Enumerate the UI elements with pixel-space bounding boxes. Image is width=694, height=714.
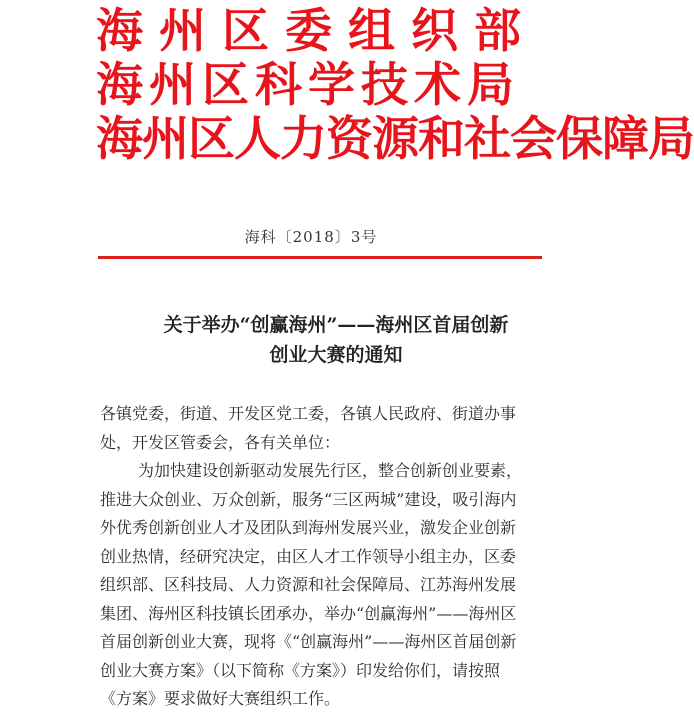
document-number: 海科〔2018〕3号 xyxy=(244,228,378,246)
addressee-line: 各镇党委，街道、开发区党工委，各镇人民政府、街道办事 xyxy=(100,404,517,423)
paragraph-line: 集团、海州区科技镇长团承办，举办“创赢海州”——海州区 xyxy=(100,603,517,623)
document-title xyxy=(96,310,576,370)
issuer-header xyxy=(96,4,694,168)
title-line-2: 创业大赛的通知 xyxy=(269,344,403,366)
paragraph-line: 《方案》要求做好大赛组织工作。 xyxy=(100,689,341,708)
paragraph-line: 首届创新创业大赛，现将《“创赢海州”——海州区首届创新 xyxy=(100,632,517,651)
issuer-human-resources-bureau: 海州区人力资源和社会保障局 xyxy=(96,112,694,167)
paragraph-line: 创业热情，经研究决定，由区人才工作领导小组主办，区委 xyxy=(100,546,517,566)
addressee-line: 处，开发区管委会，各有关单位： xyxy=(100,432,341,452)
paragraph-line: 组织部、区科技局、人力资源和社会保障局、江苏海州发展 xyxy=(100,575,517,594)
paragraph-line: 创业大赛方案》（以下简称《方案》）印发给你们，请按照 xyxy=(100,660,501,680)
paragraph-line: 为加快建设创新驱动发展先行区，整合创新创业要素， xyxy=(138,461,523,480)
issuer-science-technology-bureau: 海州区科学技术局 xyxy=(96,58,520,113)
paragraph-line: 外优秀创新创业人才及团队到海州发展兴业，激发企业创新 xyxy=(100,518,517,537)
document-body xyxy=(100,400,560,714)
issuer-organization-department: 海州区委组织部 xyxy=(96,4,537,59)
paragraph-line: 推进大众创业、万众创新，服务“三区两城”建设，吸引海内 xyxy=(100,489,517,509)
title-line-1: 关于举办“创赢海州”——海州区首届创新 xyxy=(163,314,509,336)
red-separator-line xyxy=(98,256,542,259)
